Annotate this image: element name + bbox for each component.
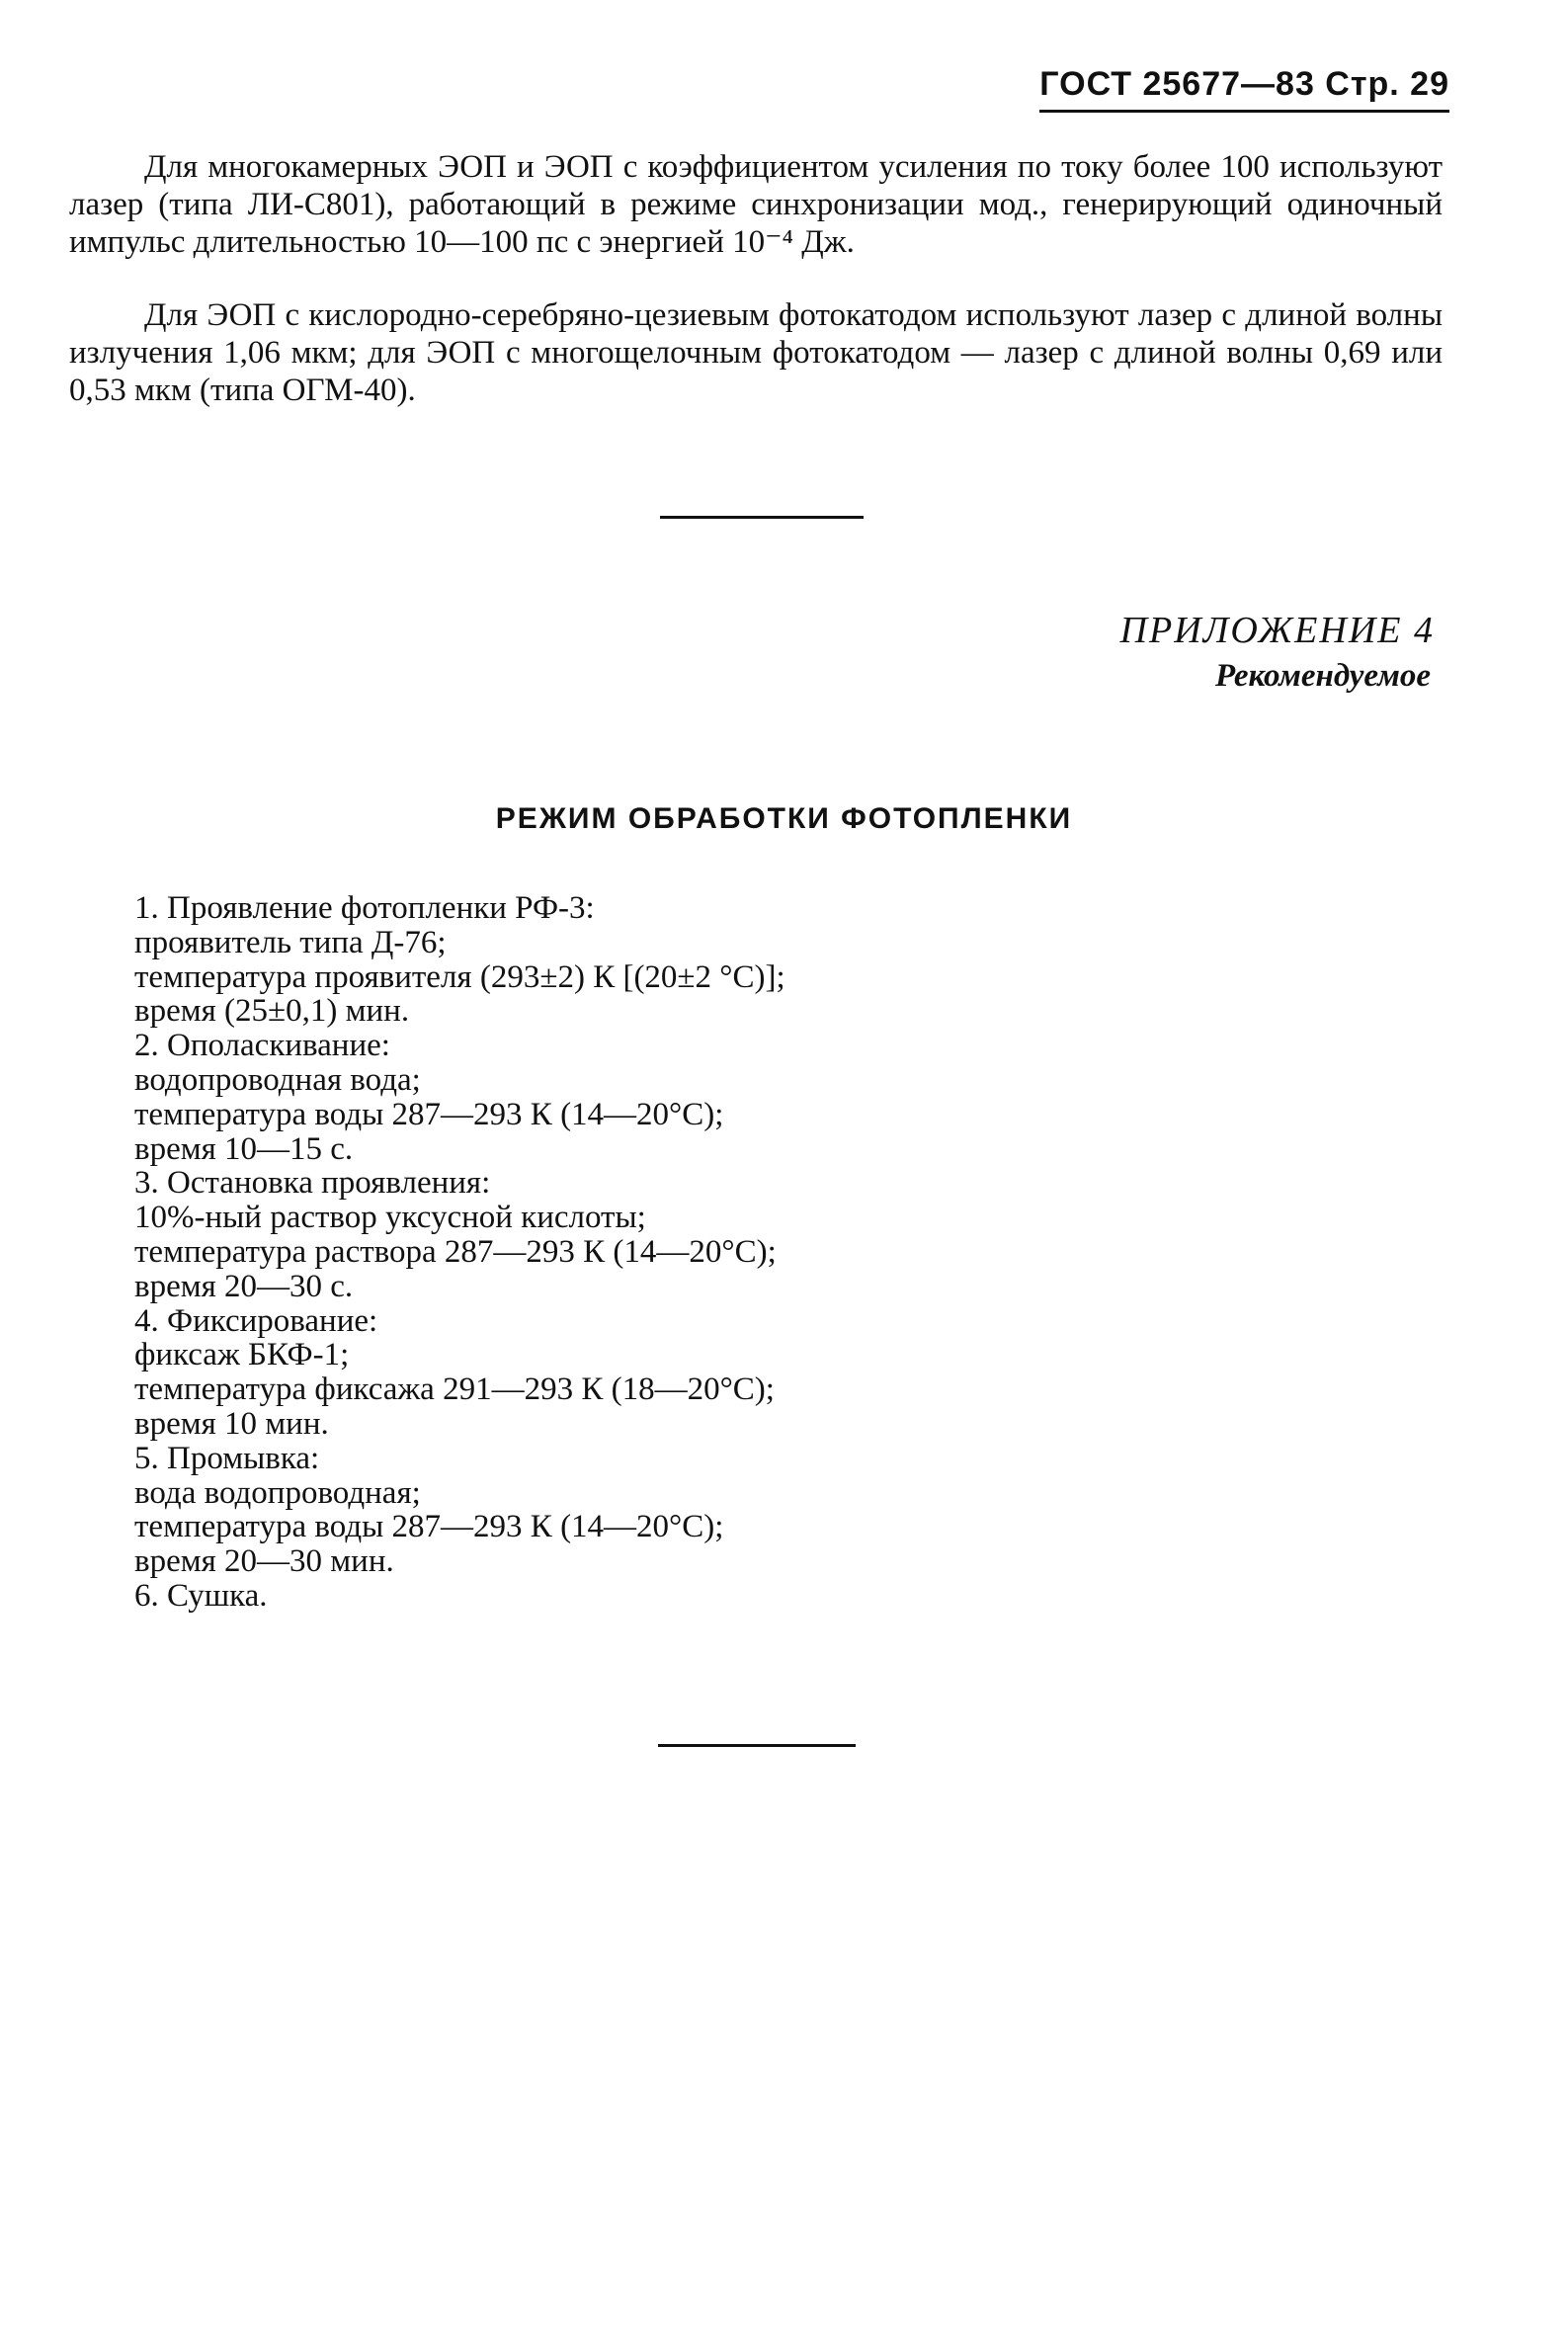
list-item: 10%-ный раствор уксусной кислоты; <box>134 1200 646 1236</box>
list-item: 6. Сушка. <box>134 1577 268 1614</box>
list-item: водопроводная вода; <box>134 1061 421 1098</box>
list-item: 5. Промывка: <box>134 1440 320 1476</box>
list-item: время 20—30 с. <box>134 1268 354 1304</box>
list-item: фиксаж БКФ-1; <box>134 1337 350 1373</box>
list-item: температура раствора 287—293 К (14—20°С); <box>134 1233 777 1270</box>
list-item: время 10—15 с. <box>134 1130 354 1167</box>
paragraph-photocathode: Для ЭОП с кислородно-серебряно-цезиевым фотокатодом используют лазер с длиной волны излучения 1,06 мкм; для ЭОП с многощелочным фотокатодом — лазер с длиной волны 0,69 или 0,53 мкм (типа ОГМ-40). <box>69 297 1443 408</box>
list-item: время 20—30 мин. <box>134 1543 394 1580</box>
list-item: 4. Фиксирование: <box>134 1302 378 1339</box>
list-item: проявитель типа Д-76; <box>134 924 447 960</box>
list-item: время 10 мин. <box>134 1405 329 1442</box>
appendix-title: ПРИЛОЖЕНИЕ 4 <box>1119 610 1435 651</box>
list-item: температура фиксажа 291—293 К (18—20°С); <box>134 1372 775 1408</box>
appendix-subtitle: Рекомендуемое <box>1214 658 1431 694</box>
page-header: ГОСТ 25677—83 Стр. 29 <box>1039 65 1449 113</box>
list-item: 1. Проявление фотопленки РФ-3: <box>134 890 595 926</box>
list-item: температура воды 287—293 К (14—20°С); <box>134 1096 724 1132</box>
list-item: время (25±0,1) мин. <box>134 993 410 1030</box>
list-item: 3. Остановка проявления: <box>134 1165 491 1202</box>
paragraph-multichamber: Для многокамерных ЭОП и ЭОП с коэффициентом усиления по току более 100 используют лазер (типа ЛИ-С801), работающий в режиме синхронизации мод., генерирующий одиночный импульс длительностью 10—100 пс с энергией 10⁻⁴ Дж. <box>69 149 1443 260</box>
list-item: температура воды 287—293 К (14—20°С); <box>134 1509 724 1545</box>
list-item: температура проявителя (293±2) К [(20±2 °С)]; <box>134 958 785 995</box>
separator-rule <box>660 516 864 519</box>
separator-rule <box>658 1744 856 1747</box>
processing-steps-list <box>134 891 785 1614</box>
list-item: 2. Ополаскивание: <box>134 1028 390 1064</box>
list-item: вода водопроводная; <box>134 1474 421 1511</box>
section-title: РЕЖИМ ОБРАБОТКИ ФОТОПЛЕНКИ <box>495 802 1073 835</box>
appendix-heading <box>1120 607 1435 698</box>
